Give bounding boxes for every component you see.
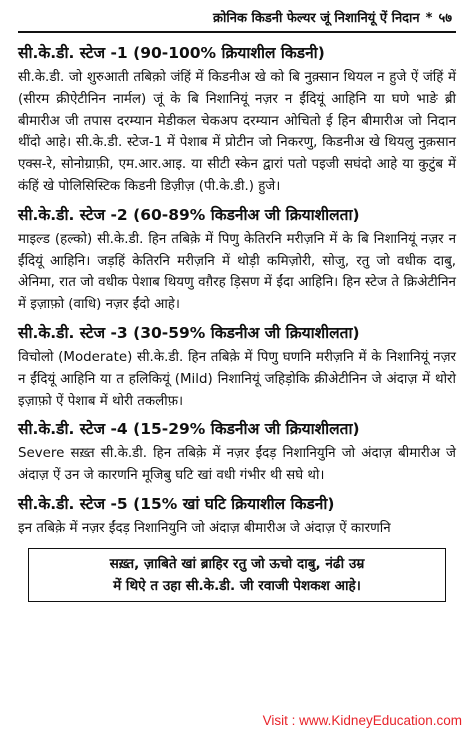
stage-5-paragraph: इन तबिक़े में नज़र ईंदड़ निशानियुनि जो अंदाज़ बीमारीअ जे अंदाज़ ऐं कारणनि bbox=[18, 520, 391, 536]
stage-3-paragraph: विचोलो (Moderate) सी.के.डी. हिन तबिक़े में पिणु घणनि मरीज़नि में के निशानियूं नज़र न ईंदियूं आहिनि या त हलिकियूं (Mild) निशानियूं जहिड़ोकि क्रीअेटीनिन जे अंदाज़ में थोरो इज़ाफ़ो ऐं पेशाब में थोरी तकलीफ़। bbox=[18, 349, 456, 409]
stage-4-heading: सी.के.डी. स्टेज -4 (15-29% किडनीअ जी क्रियाशीलता) bbox=[18, 420, 360, 439]
highlight-line-2: में थिऐ त उहा सी.के.डी. जी रवाजी पेशकश आहे। bbox=[113, 577, 361, 594]
website-link[interactable]: Visit : www.KidneyEducation.com bbox=[262, 713, 462, 728]
highlight-box bbox=[28, 548, 446, 602]
chapter-title: क्रोनिक किडनी फेल्यर जूं निशानियूं ऐं निदान bbox=[213, 11, 420, 26]
header-star: * bbox=[425, 11, 433, 26]
stage-2-heading: सी.के.डी. स्टेज -2 (60-89% किडनीअ जी क्रियाशीलता) bbox=[18, 205, 360, 224]
stage-4-paragraph: Severe सख़्त सी.के.डी. हिन तबिक़े में नज़र ईंदड़ निशानियुनि जो अंदाज़ बीमारीअ जे अंदाज़ ऐं उन जे कारणनि मूजिबु घटि खां वधी गंभीर थी सघे थो। bbox=[18, 446, 456, 484]
running-header bbox=[18, 8, 456, 26]
header-divider bbox=[18, 31, 456, 33]
page-number: ५७ bbox=[438, 11, 452, 26]
stage-1-heading: सी.के.डी. स्टेज -1 (90-100% क्रियाशील किडनी) bbox=[18, 44, 325, 62]
stage-5-heading: सी.के.डी. स्टेज -5 (15% खां घटि क्रियाशील किडनी) bbox=[18, 494, 335, 513]
highlight-line-1: सख़्त, ज़ाबिते खां ब्राहिर रतु जो ऊचो दाबु, नंढी उम्र bbox=[109, 555, 365, 572]
stage-2-paragraph: माइल्ड (हल्को) सी.के.डी. हिन तबिक़े में पिणु केतिरनि मरीज़नि में के बि निशानियूं नज़र न ईंदियूं आहिनि। जड़हिं केतिरनि मरीज़नि में थोड़ी कमिज़ोरी, सोजु, रतु जो वधीक दाबु, अेनिमा, रात जो वधीक पेशाब थियणु वग़ैरह ड़िसण में ईंदा आहिनि। हिन स्टेज ते क्रिअेटीनिन में इज़ाफ़ो (वाधि) नज़र ईंदो आहे। bbox=[18, 231, 456, 313]
stage-3-heading: सी.के.डी. स्टेज -3 (30-59% किडनीअ जी क्रियाशीलता) bbox=[18, 323, 360, 342]
stage-1-paragraph: सी.के.डी. जो शुरुआती तबिक़ो जंहिं में किडनीअ खे को बि नुक़्सान थियल न हुजे ऐं जंहिं में (सीरम क्रीऐटीनिन नार्मल) जूं के बि निशानियूं नज़र न ईंदियूं आहिनि या घणे भाङे ब्री बीमारीअ जी तपास दरम्यान मेडीकल चेकअप दरम्यान ओचितो ई हिन बीमारीअ जो निदान थींदो आहे। सी.के.डी. स्टेज-1 में पेशाब में प्रोटीन जो निकरणु, किडनीअ खे थियलु नुक़सान एक्स-रे, सोनोग्राफ़ी, एम.आर.आइ. या सीटी स्केन द्वारां पतो पइजी सघंदो आहे या कुटुंब में कंहिं खे पोलिसिस्टिक किडनी डिज़ीज़ (पी.के.डी.) हुजे। bbox=[18, 70, 456, 194]
